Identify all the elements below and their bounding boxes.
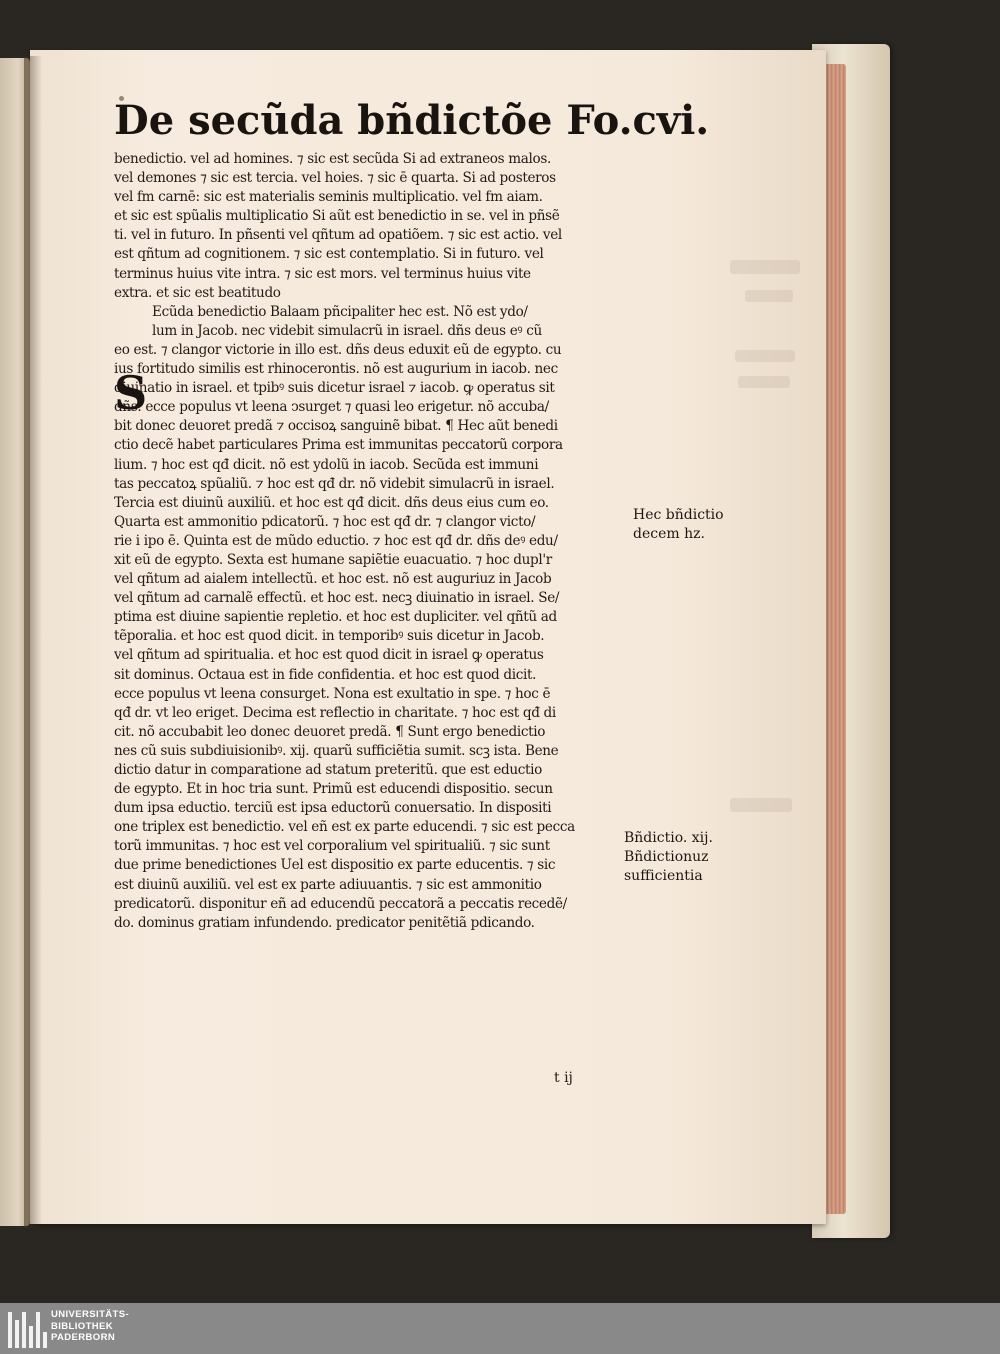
text-line: tas peccatoꝝ spũaliũ. ⁊ hoc est qđ dr. nõ videbit simulacrũ in israel. xyxy=(114,475,555,492)
text-line: Ecũda benedictio Balaam pñcipaliter hec est. Nõ est ydo/ xyxy=(152,303,528,320)
margin-note-2 xyxy=(624,829,713,886)
text-line: diuinatio in israel. et tpibꝰ suis dicetur israel ⁊ iacob. ꝙ operatus sit xyxy=(114,380,555,397)
text-line: eo est. ⁊ clangor victorie in illo est. dñs deus eduxit eũ de egypto. cu xyxy=(114,341,562,358)
text-line: et sic est spũalis multiplicatio Si aũt est benedictio in se. vel in pñsẽ xyxy=(114,208,560,225)
text-line: cit. nõ accubabit leo donec deuoret predã. ¶ Sunt ergo benedictio xyxy=(114,723,546,740)
show-through xyxy=(738,376,790,388)
text-line: xit eũ de egypto. Sexta est humane sapiẽtie euacuatio. ⁊ hoc dupl'r xyxy=(114,551,552,568)
text-line: Tercia est diuinũ auxiliũ. et hoc est qđ dicit. dñs deus eius cum eo. xyxy=(114,494,549,511)
text-line: extra. et sic est beatitudo xyxy=(114,284,281,301)
text-line: vel qñtum ad aialem intellectũ. et hoc est. nõ est auguriuz in Jacob xyxy=(114,571,552,588)
margin-note-line: Hec bñdictio xyxy=(633,507,724,523)
text-line: ius fortitudo similis est rhinocerontis. nõ est augurium in iacob. nec xyxy=(114,361,558,378)
text-line: vel qñtum ad carnalẽ effectũ. et hoc est. necꝫ diuinatio in israel. Se/ xyxy=(114,590,560,607)
library-footer xyxy=(0,1303,1000,1354)
text-line: dictio datur in comparatione ad statum preteritũ. que est eductio xyxy=(114,762,543,778)
text-line: bit donec deuoret predã ⁊ occisoꝝ sanguinẽ bibat. ¶ Hec aũt benedi xyxy=(114,418,558,435)
text-line: vel qñtum ad spiritualia. et hoc est quod dicit in israel ꝙ operatus xyxy=(114,647,544,664)
margin-note-line: Bñdictio. xij. xyxy=(624,830,713,846)
text-line: due prime benedictiones Uel est dispositio ex parte educentis. ⁊ sic xyxy=(114,857,556,874)
text-line: tẽporalia. et hoc est quod dicit. in temporibꝰ suis dicetur in Jacob. xyxy=(114,628,545,645)
text-line: lium. ⁊ hoc est qđ dicit. nõ est ydolũ in iacob. Secũda est immuni xyxy=(114,456,539,473)
library-name-line: BIBLIOTHEK xyxy=(51,1320,114,1332)
text-line: benedictio. vel ad homines. ⁊ sic est secũda Si ad extraneos malos. xyxy=(114,151,551,167)
margin-note-1 xyxy=(633,506,724,544)
text-line: de egypto. Et in hoc tria sunt. Primũ est educendi dispositio. secun xyxy=(114,781,553,798)
library-logo-icon xyxy=(8,1310,48,1348)
library-name-line: PADERBORN xyxy=(51,1332,116,1343)
text-line: predicatorũ. disponitur eñ ad educendũ peccatorã a peccatis recedẽ/ xyxy=(114,895,567,912)
show-through xyxy=(745,290,793,302)
body-text xyxy=(114,150,634,933)
text-line: ti. vel in futuro. In pñsenti vel qñtum ad opatiõem. ⁊ sic est actio. vel xyxy=(114,227,562,244)
show-through xyxy=(735,350,795,362)
text-line: est qñtum ad cognitionem. ⁊ sic est contemplatio. Si in futuro. vel xyxy=(114,246,544,263)
text-line: est diuinũ auxiliũ. vel est ex parte adiuuantis. ⁊ sic est ammonitio xyxy=(114,876,542,893)
text-line: ecce populus vt leena consurget. Nona est exultatio in spe. ⁊ hoc ē xyxy=(114,685,551,702)
text-line: one triplex est benedictio. vel eñ est ex parte educendi. ⁊ sic est pecca xyxy=(114,819,575,836)
text-line: sit dominus. Octaua est in fide confidentia. et hoc est quod dicit. xyxy=(114,666,537,683)
drop-cap: S xyxy=(114,366,148,420)
text-line: rie i ipo ē. Quinta est de mũdo eductio. ⁊ hoc est qđ dr. dñs deꝰ edu/ xyxy=(114,532,558,549)
library-name-line: UNIVERSITÄTS- xyxy=(51,1309,130,1320)
margin-note-line: sufficientia xyxy=(624,868,703,884)
text-line: vel fm carnē: sic est materialis seminis multiplicatio. vel fm aiam. xyxy=(114,189,543,206)
running-heading: De secũda bñdictõe Fo.cvi. xyxy=(114,97,710,144)
library-name xyxy=(51,1309,129,1344)
gutter-shadow xyxy=(24,56,42,1228)
text-line: vel demones ⁊ sic est tercia. vel hoies. ⁊ sic ē quarta. Si ad posteros xyxy=(114,170,556,187)
text-line: nes cũ suis subdiuisionibꝰ. xij. quarũ sufficiẽtia sumit. scꝫ ista. Bene xyxy=(114,742,559,759)
margin-note-line: decem hz. xyxy=(633,526,705,542)
text-line: torũ immunitas. ⁊ hoc est vel corporalium vel spiritualiũ. ⁊ sic sunt xyxy=(114,838,550,855)
show-through xyxy=(730,798,792,812)
text-line: lum in Jacob. nec videbit simulacrũ in israel. dñs deus eꝰ cũ xyxy=(152,322,542,339)
text-line: dum ipsa eductio. terciũ est ipsa eductorũ conuersatio. In dispositi xyxy=(114,800,552,817)
text-line: do. dominus gratiam infundendo. predicator penitẽtiã pdicando. xyxy=(114,914,535,931)
text-line: ctio decẽ habet particulares Prima est immunitas peccatorũ corpora xyxy=(114,437,563,454)
text-line: Quarta est ammonitio pdicatorũ. ⁊ hoc est qđ dr. ⁊ clangor victo/ xyxy=(114,513,536,530)
show-through xyxy=(730,260,800,274)
text-line: terminus huius vite intra. ⁊ sic est mors. vel terminus huius vite xyxy=(114,265,531,282)
text-line: ptima est diuine sapientie repletio. et hoc est dupliciter. vel qñtũ ad xyxy=(114,609,557,626)
signature-mark: t ij xyxy=(554,1070,573,1086)
text-line: qđ dr. vt leo eriget. Decima est reflectio in charitate. ⁊ hoc est qđ di xyxy=(114,704,556,721)
margin-note-line: Bñdictionuz xyxy=(624,849,709,865)
text-line: dñs. ecce populus vt leena ↄsurget ⁊ quasi leo erigetur. nõ accuba/ xyxy=(114,399,549,416)
